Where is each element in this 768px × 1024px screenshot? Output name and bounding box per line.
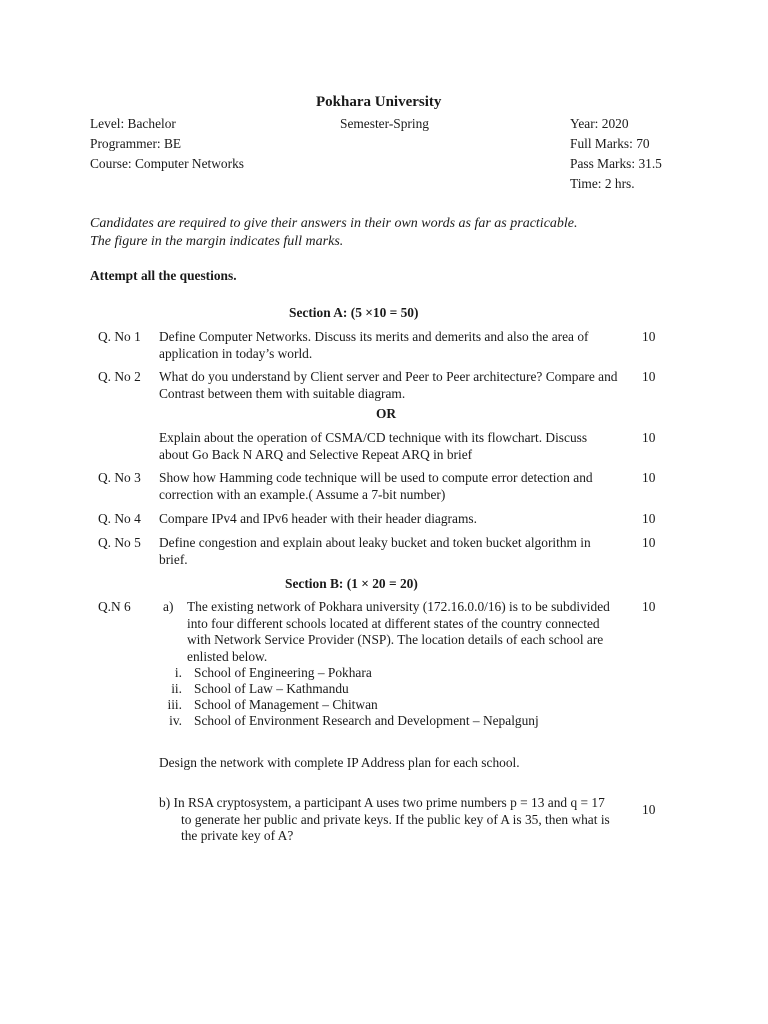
question-text: Compare IPv4 and IPv6 header with their header diagrams. bbox=[159, 511, 477, 526]
full-marks-label: Full Marks: 70 bbox=[570, 136, 650, 151]
question-marks: 10 bbox=[642, 329, 656, 344]
question-number: Q. No 5 bbox=[98, 535, 141, 550]
question-text: What do you understand by Client server and Peer to Peer architecture? Compare and Contrast between them with suitable diagram. bbox=[159, 369, 618, 401]
list-item bbox=[152, 697, 378, 714]
question-marks: 10 bbox=[642, 430, 656, 445]
list-text: School of Engineering – Pokhara bbox=[194, 665, 372, 680]
level-label: Level: Bachelor bbox=[90, 116, 176, 131]
programmer-label: Programmer: BE bbox=[90, 136, 182, 151]
pass-marks-label: Pass Marks: 31.5 bbox=[570, 156, 662, 171]
list-item bbox=[152, 681, 349, 698]
list-item bbox=[152, 713, 539, 730]
question-marks: 10 bbox=[642, 511, 656, 526]
list-numeral: ii. bbox=[171, 681, 182, 696]
list-text: School of Environment Research and Development – Nepalgunj bbox=[194, 713, 539, 728]
course-label: Course: Computer Networks bbox=[90, 156, 244, 171]
or-label: OR bbox=[376, 406, 397, 421]
attempt-all-label: Attempt all the questions. bbox=[90, 268, 237, 283]
instruction-line-1: Candidates are required to give their answers in their own words as far as practicable. bbox=[90, 216, 578, 231]
design-instruction: Design the network with complete IP Address plan for each school. bbox=[159, 755, 520, 770]
year-label: Year: 2020 bbox=[570, 116, 629, 131]
section-a-title: Section A: (5 ×10 = 50) bbox=[289, 305, 419, 320]
question-number: Q. No 1 bbox=[98, 329, 141, 344]
list-numeral: iv. bbox=[169, 713, 182, 728]
time-label: Time: 2 hrs. bbox=[570, 176, 635, 191]
part-a-text: The existing network of Pokhara university (172.16.0.0/16) is to be subdivided into four different schools located at different states of the country connected with Network Service Provider (NSP). The location details of each school are enlisted below. bbox=[187, 599, 610, 664]
part-a-marks: 10 bbox=[642, 599, 656, 614]
part-b-marks: 10 bbox=[642, 802, 656, 817]
question-text: Show how Hamming code technique will be used to compute error detection and correction with an example.( Assume a 7-bit number) bbox=[159, 470, 593, 502]
question-marks: 10 bbox=[642, 470, 656, 485]
question-number: Q.N 6 bbox=[98, 599, 131, 614]
question-number: Q. No 4 bbox=[98, 511, 141, 526]
list-numeral: iii. bbox=[167, 697, 182, 712]
university-title: Pokhara University bbox=[316, 94, 442, 110]
list-text: School of Management – Chitwan bbox=[194, 697, 378, 712]
question-marks: 10 bbox=[642, 535, 656, 550]
question-marks: 10 bbox=[642, 369, 656, 384]
section-b-title: Section B: (1 × 20 = 20) bbox=[285, 576, 418, 591]
question-text: Explain about the operation of CSMA/CD technique with its flowchart. Discuss about Go Back N ARQ and Selective Repeat ARQ in brief bbox=[159, 430, 588, 462]
question-text: Define congestion and explain about leaky bucket and token bucket algorithm in brief. bbox=[159, 535, 591, 567]
question-number: Q. No 3 bbox=[98, 470, 141, 485]
semester-label: Semester-Spring bbox=[340, 116, 429, 131]
list-text: School of Law – Kathmandu bbox=[194, 681, 349, 696]
list-item bbox=[152, 665, 372, 682]
question-number: Q. No 2 bbox=[98, 369, 141, 384]
list-numeral: i. bbox=[174, 665, 182, 680]
part-a-label: a) bbox=[163, 599, 174, 614]
question-text: Define Computer Networks. Discuss its merits and demerits and also the area of application in today’s world. bbox=[159, 329, 589, 361]
part-b-text: b) In RSA cryptosystem, a participant A uses two prime numbers p = 13 and q = 17 to generate her public and private keys. If the public key of A is 35, then what is the private key of A? bbox=[159, 795, 610, 843]
instruction-line-2: The figure in the margin indicates full marks. bbox=[90, 234, 344, 249]
